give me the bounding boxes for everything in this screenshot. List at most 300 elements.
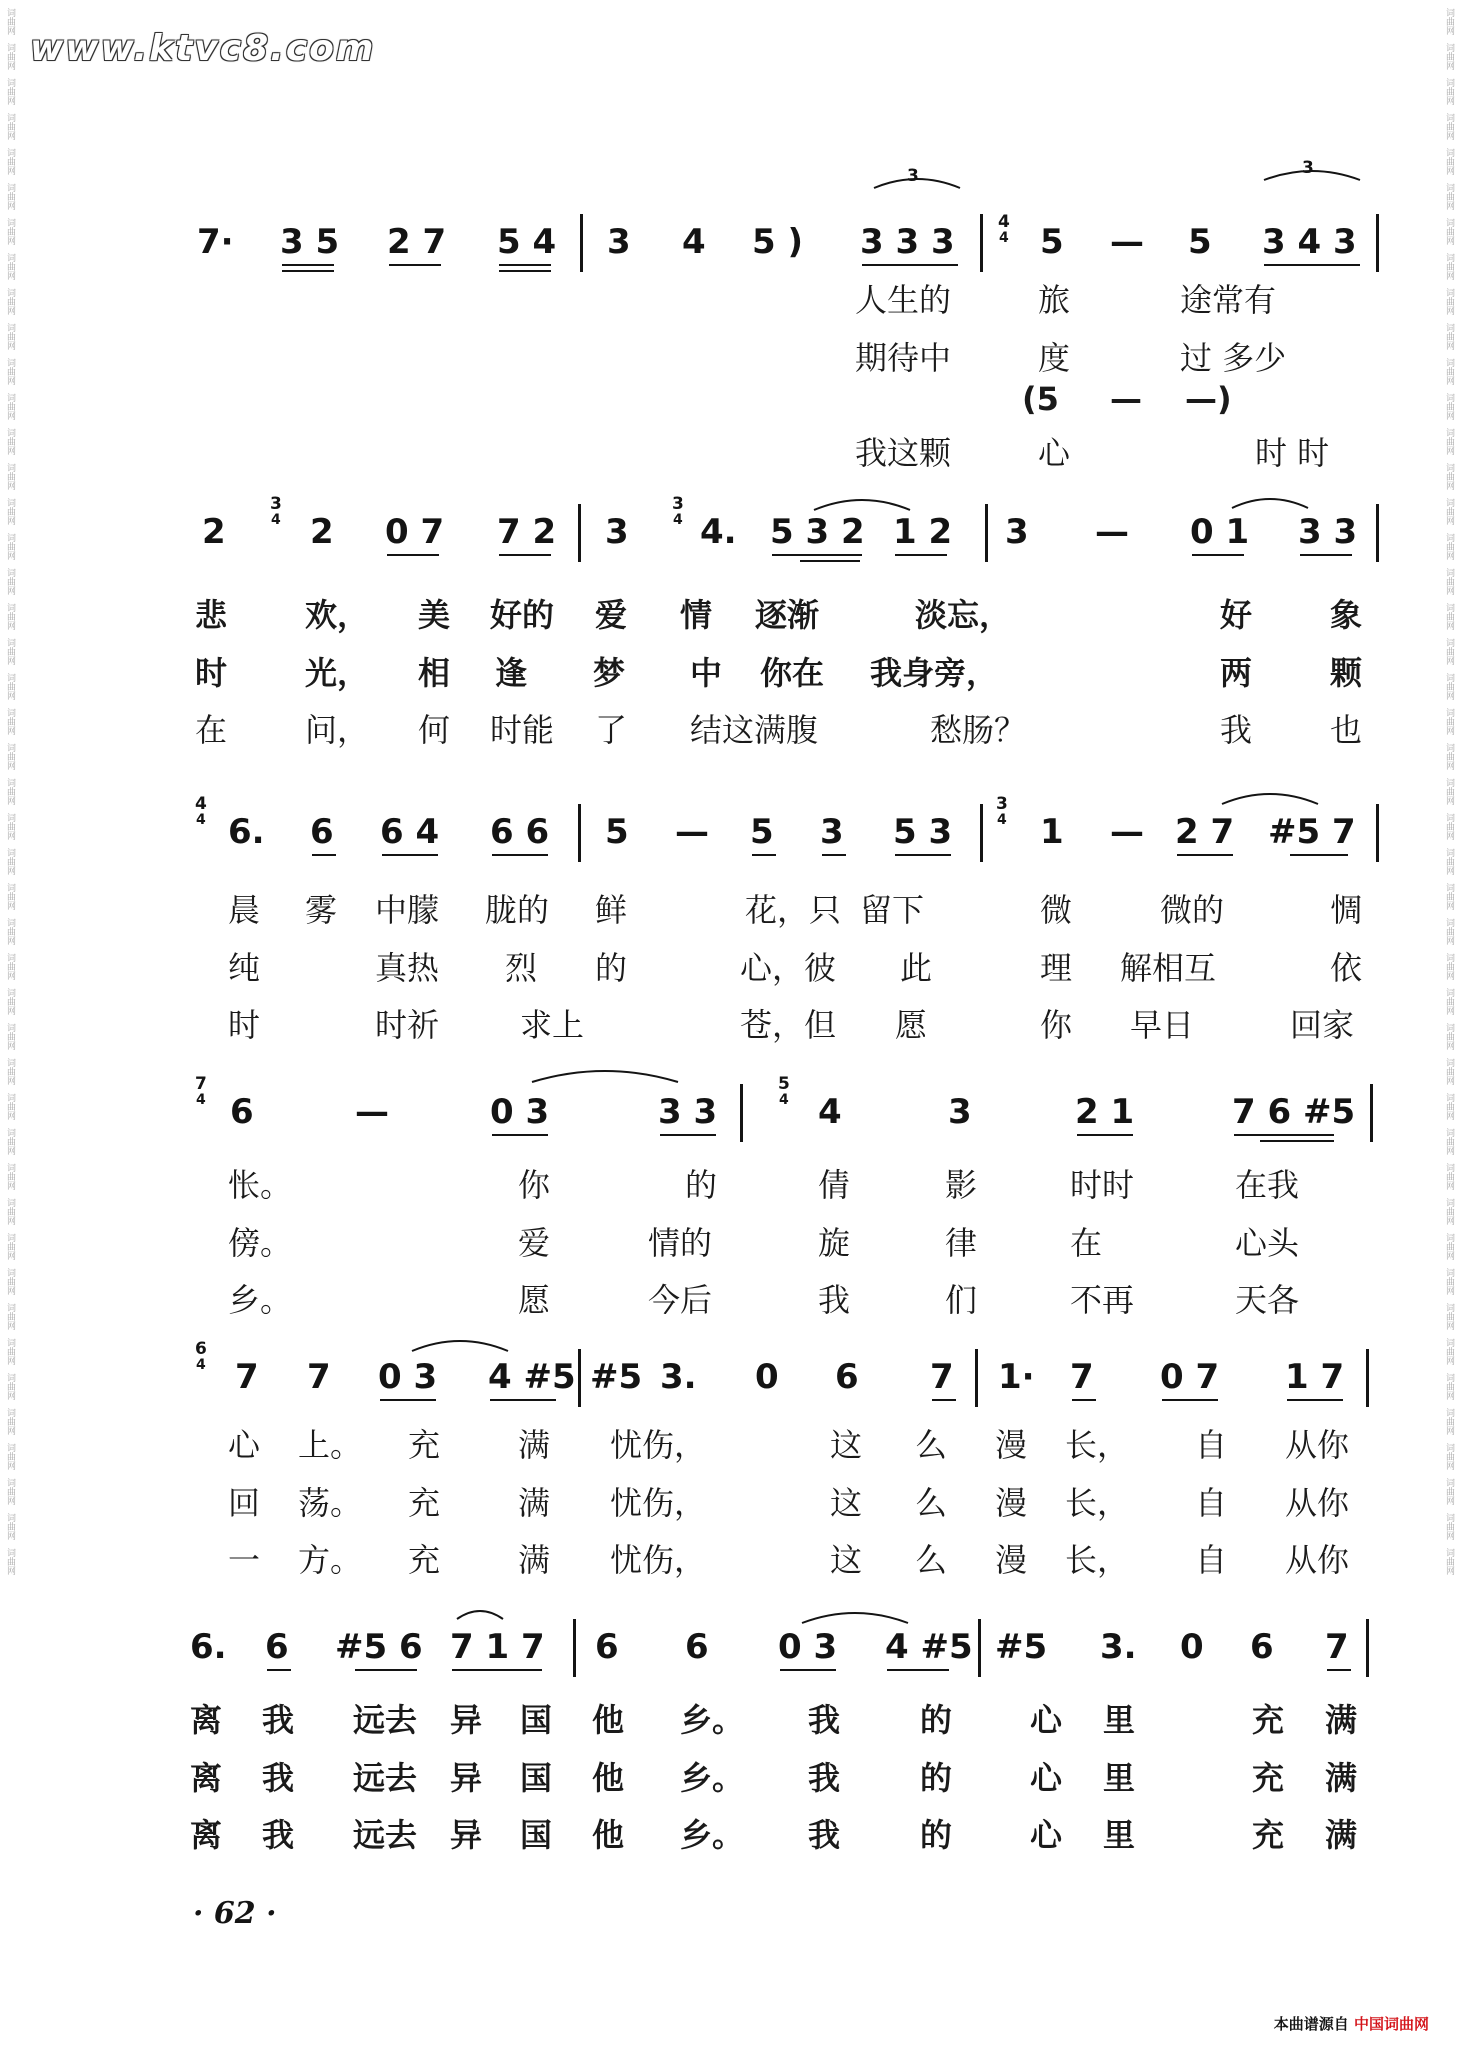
note: #5 xyxy=(995,1627,1048,1667)
lyric: 一 xyxy=(228,1541,261,1579)
beam xyxy=(389,264,441,266)
note: 7 xyxy=(307,1357,331,1397)
lyric: 从你 xyxy=(1285,1426,1350,1464)
note: 7 xyxy=(1070,1357,1094,1397)
lyric: 问， xyxy=(305,711,370,749)
note: 5 3 xyxy=(893,812,953,852)
lyric: 满 xyxy=(1325,1759,1358,1797)
lyric: 远去 xyxy=(353,1759,418,1797)
lyric: 我 xyxy=(808,1701,841,1739)
lyric: 的 xyxy=(685,1166,718,1204)
lyric: 真热 xyxy=(375,949,440,987)
note: 0 xyxy=(1180,1627,1204,1667)
note: 3 5 xyxy=(280,222,340,262)
beam xyxy=(267,1669,291,1671)
lyric: 倩 xyxy=(818,1166,851,1204)
note: 6 xyxy=(595,1627,619,1667)
note: #5 7 xyxy=(1268,812,1356,852)
lyric: 情的 xyxy=(648,1224,713,1262)
lyric: 途常有 xyxy=(1180,281,1277,319)
lyric: 颗 xyxy=(1330,654,1363,692)
beam xyxy=(282,264,334,266)
lyric: (5 xyxy=(1022,380,1059,418)
lyric: 求上 xyxy=(520,1006,585,1044)
beam xyxy=(499,270,551,272)
lyric: 方。 xyxy=(298,1541,363,1579)
lyric: 国 xyxy=(520,1701,553,1739)
lyric: 回家 xyxy=(1290,1006,1355,1044)
barline xyxy=(578,504,581,562)
lyric: 胧的 xyxy=(485,891,550,929)
note: #5 xyxy=(590,1357,643,1397)
lyric: 象 xyxy=(1330,596,1363,634)
note: 1 7 xyxy=(1285,1357,1345,1397)
lyric: 么 xyxy=(915,1541,948,1579)
note: 5 xyxy=(1040,222,1064,262)
note: 2 7 xyxy=(1175,812,1235,852)
lyric: 时能 xyxy=(490,711,555,749)
lyric: 国 xyxy=(520,1759,553,1797)
lyric: 忧伤， xyxy=(610,1484,707,1522)
lyric: 心头 xyxy=(1235,1224,1300,1262)
note: 6 6 xyxy=(490,812,550,852)
lyric: 长， xyxy=(1065,1484,1130,1522)
lyric: 离 xyxy=(190,1701,223,1739)
beam xyxy=(887,1669,949,1671)
beam xyxy=(1327,1669,1351,1671)
lyric: 异 xyxy=(450,1701,483,1739)
lyric: 么 xyxy=(915,1484,948,1522)
note: 4. xyxy=(700,512,737,552)
lyric: 花，只 xyxy=(745,891,842,929)
note: 2 xyxy=(202,512,226,552)
lyric: 愁肠？ xyxy=(930,711,1027,749)
lyric: 傍。 xyxy=(228,1224,293,1262)
beam xyxy=(932,1399,956,1401)
lyric: 充 xyxy=(1252,1701,1285,1739)
note: — xyxy=(675,812,709,852)
note: 6 xyxy=(265,1627,289,1667)
lyric: 早日 xyxy=(1130,1006,1195,1044)
beam xyxy=(862,264,958,266)
note: 7 xyxy=(235,1357,259,1397)
lyric: 自 xyxy=(1195,1484,1228,1522)
time-signature: 7 4 xyxy=(195,1074,207,1108)
lyric: 时时 xyxy=(1070,1166,1135,1204)
note: 6 xyxy=(835,1357,859,1397)
lyric: 过 多少 xyxy=(1180,339,1287,377)
note: 5 xyxy=(605,812,629,852)
lyric: 期待中 xyxy=(855,339,952,377)
lyric: 乡。 xyxy=(680,1816,745,1854)
lyric: 的 xyxy=(920,1759,953,1797)
note: 3 3 xyxy=(658,1092,718,1132)
barline xyxy=(573,1619,576,1677)
note: 0 xyxy=(755,1357,779,1397)
beam xyxy=(499,554,551,556)
note: 6. xyxy=(190,1627,227,1667)
note: 5 3 2 xyxy=(770,512,865,552)
lyric: 人生的 xyxy=(855,281,952,319)
beam xyxy=(1300,554,1352,556)
beam xyxy=(895,854,951,856)
lyric: 满 xyxy=(1325,1816,1358,1854)
time-signature: 3 4 xyxy=(996,794,1008,828)
beam xyxy=(382,854,438,856)
note: 0 3 xyxy=(490,1092,550,1132)
note: 3 3 xyxy=(1298,512,1358,552)
lyric: —) xyxy=(1185,380,1232,418)
lyric: 忧伤， xyxy=(610,1426,707,1464)
note: 3 3 3 xyxy=(860,222,955,262)
note: 1· xyxy=(998,1357,1035,1397)
lyric: 时 时 xyxy=(1255,434,1330,472)
note: 6 4 xyxy=(380,812,440,852)
lyric: 里 xyxy=(1103,1759,1136,1797)
beam xyxy=(800,560,860,562)
note: 1 xyxy=(1040,812,1064,852)
barline xyxy=(980,214,983,272)
beam xyxy=(492,854,548,856)
note: 0 7 xyxy=(385,512,445,552)
barline xyxy=(1376,214,1379,272)
source-credit xyxy=(1274,2013,1429,2034)
lyric: 时 xyxy=(195,654,228,692)
lyric: 长， xyxy=(1065,1426,1130,1464)
lyric: 满 xyxy=(518,1484,551,1522)
beam xyxy=(452,1669,542,1671)
lyric: 乡。 xyxy=(680,1759,745,1797)
lyric: 充 xyxy=(408,1484,441,1522)
note: 1 2 xyxy=(893,512,953,552)
lyric: 解相互 xyxy=(1120,949,1217,987)
lyric: 今后 xyxy=(648,1281,713,1319)
lyric: 异 xyxy=(450,1816,483,1854)
lyric: 此 xyxy=(900,949,933,987)
lyric: 这 xyxy=(830,1426,863,1464)
lyric: 烈 xyxy=(505,949,538,987)
note: 0 7 xyxy=(1160,1357,1220,1397)
right-margin-strip: 词曲网 词曲网 词曲网 词曲网 词曲网 词曲网 词曲网 词曲网 词曲网 词曲网 词曲网 词曲网 词曲网 词曲网 词曲网 词曲网 词曲网 词曲网 词曲网 词曲网 词曲网 词曲网 词曲网 词曲网 词曲网 词曲网 词曲网 词曲网 词曲网 词曲网 词曲网 词曲网 词曲网 词曲网 词曲网 词曲网 词曲网 词曲网 词曲网 词曲网 词曲网 词曲网 词曲网 词曲网 词曲网 xyxy=(1444,8,1454,1575)
note: 4 #5 xyxy=(488,1357,576,1397)
lyric: 他 xyxy=(592,1701,625,1739)
note: 4 xyxy=(682,222,706,262)
beam xyxy=(822,854,846,856)
beam xyxy=(1290,854,1348,856)
note: 3. xyxy=(660,1357,697,1397)
lyric: 心 xyxy=(1030,1759,1063,1797)
lyric: 漫 xyxy=(995,1484,1028,1522)
lyric: 光， xyxy=(305,654,370,692)
note: 7 6 #5 xyxy=(1232,1092,1356,1132)
page-number: · 62 · xyxy=(193,1896,277,1931)
note: — xyxy=(1110,222,1144,262)
lyric: 满 xyxy=(518,1541,551,1579)
beam xyxy=(772,554,862,556)
barline xyxy=(578,804,581,862)
lyric: 心 xyxy=(1030,1816,1063,1854)
lyric: 乡。 xyxy=(228,1281,293,1319)
lyric: 雾 xyxy=(305,891,338,929)
lyric: 爱 xyxy=(595,596,628,634)
lyric: 中 xyxy=(690,654,723,692)
note: 3 xyxy=(820,812,844,852)
lyric: — xyxy=(1110,380,1142,418)
lyric: 我 xyxy=(1220,711,1253,749)
lyric: 两 xyxy=(1220,654,1253,692)
lyric: 情 xyxy=(680,596,713,634)
barline xyxy=(975,1349,978,1407)
note: 5 4 xyxy=(497,222,557,262)
lyric: 逢 xyxy=(495,654,528,692)
lyric: 乡。 xyxy=(680,1701,745,1739)
lyric: 忧伤， xyxy=(610,1541,707,1579)
note: 7 1 7 xyxy=(450,1627,545,1667)
time-signature: 3 4 xyxy=(672,494,684,528)
tuplet-number: 3 xyxy=(907,166,919,186)
lyric: 微 xyxy=(1040,891,1073,929)
note: #5 6 xyxy=(335,1627,423,1667)
beam xyxy=(1260,1140,1334,1142)
lyric: 自 xyxy=(1195,1541,1228,1579)
note: 5 ) xyxy=(752,222,804,262)
lyric: 的 xyxy=(595,949,628,987)
lyric: 留下 xyxy=(860,891,925,929)
note: 7 xyxy=(930,1357,954,1397)
lyric: 离 xyxy=(190,1759,223,1797)
lyric: 漫 xyxy=(995,1426,1028,1464)
lyric: 惆 xyxy=(1330,891,1363,929)
lyric: 好的 xyxy=(490,596,555,634)
lyric: 充 xyxy=(1252,1759,1285,1797)
lyric: 美 xyxy=(418,596,451,634)
lyric: 天各 xyxy=(1235,1281,1300,1319)
barline xyxy=(1366,1619,1369,1677)
note: 6 xyxy=(230,1092,254,1132)
note: 7 xyxy=(1325,1627,1349,1667)
lyric: 微的 xyxy=(1160,891,1225,929)
note: 6. xyxy=(228,812,265,852)
lyric: 漫 xyxy=(995,1541,1028,1579)
note: — xyxy=(1110,812,1144,852)
lyric: 旋 xyxy=(818,1224,851,1262)
lyric: 长， xyxy=(1065,1541,1130,1579)
lyric: 充 xyxy=(1252,1816,1285,1854)
lyric: 从你 xyxy=(1285,1484,1350,1522)
note: 6 xyxy=(685,1627,709,1667)
note: — xyxy=(355,1092,389,1132)
barline xyxy=(1376,504,1379,562)
beam xyxy=(490,1399,556,1401)
lyric: 晨 xyxy=(228,891,261,929)
lyric: 们 xyxy=(945,1281,978,1319)
note: 6 xyxy=(310,812,334,852)
lyric: 依 xyxy=(1330,949,1363,987)
barline xyxy=(1370,1084,1373,1142)
lyric: 欢， xyxy=(305,596,370,634)
note: 3 xyxy=(605,512,629,552)
beam xyxy=(780,1669,836,1671)
lyric: 度 xyxy=(1038,339,1071,377)
lyric: 旅 xyxy=(1038,281,1071,319)
barline xyxy=(985,504,988,562)
left-margin-strip: 词曲网 词曲网 词曲网 词曲网 词曲网 词曲网 词曲网 词曲网 词曲网 词曲网 词曲网 词曲网 词曲网 词曲网 词曲网 词曲网 词曲网 词曲网 词曲网 词曲网 词曲网 词曲网 词曲网 词曲网 词曲网 词曲网 词曲网 词曲网 词曲网 词曲网 词曲网 词曲网 词曲网 词曲网 词曲网 词曲网 词曲网 词曲网 词曲网 词曲网 词曲网 词曲网 词曲网 词曲网 词曲网 xyxy=(5,8,15,1575)
lyric: 我身旁， xyxy=(870,654,999,692)
lyric: 我 xyxy=(808,1759,841,1797)
lyric: 国 xyxy=(520,1816,553,1854)
lyric: 满 xyxy=(1325,1701,1358,1739)
lyric: 回 xyxy=(228,1484,261,1522)
lyric: 充 xyxy=(408,1426,441,1464)
note: 3 xyxy=(607,222,631,262)
time-signature: 6 4 xyxy=(195,1339,207,1373)
lyric: 我 xyxy=(262,1701,295,1739)
lyric: 爱 xyxy=(518,1224,551,1262)
lyric: 的 xyxy=(920,1816,953,1854)
lyric: 我 xyxy=(262,1816,295,1854)
beam xyxy=(380,1399,436,1401)
note: 7· xyxy=(197,222,234,262)
beam xyxy=(355,1669,417,1671)
note: 3. xyxy=(1100,1627,1137,1667)
note: 2 xyxy=(310,512,334,552)
barline xyxy=(978,1619,981,1677)
beam xyxy=(1077,1134,1133,1136)
beam xyxy=(1287,1399,1343,1401)
barline xyxy=(1366,1349,1369,1407)
lyric: 好 xyxy=(1220,596,1253,634)
beam xyxy=(1234,1134,1334,1136)
beam xyxy=(387,554,439,556)
barline xyxy=(1376,804,1379,862)
lyric: 离 xyxy=(190,1816,223,1854)
lyric: 里 xyxy=(1103,1701,1136,1739)
beam xyxy=(752,854,776,856)
beam xyxy=(499,264,551,266)
lyric: 愿 xyxy=(895,1006,928,1044)
lyric: 纯 xyxy=(228,949,261,987)
barline xyxy=(740,1084,743,1142)
lyric: 鲜 xyxy=(595,891,628,929)
lyric: 结这满腹 xyxy=(690,711,819,749)
note: 3 xyxy=(948,1092,972,1132)
note: 0 3 xyxy=(778,1627,838,1667)
time-signature: 4 4 xyxy=(195,794,207,828)
lyric: 淡忘， xyxy=(915,596,1012,634)
lyric: 我 xyxy=(818,1281,851,1319)
lyric: 也 xyxy=(1330,711,1363,749)
note: 0 1 xyxy=(1190,512,1250,552)
lyric: 理 xyxy=(1040,949,1073,987)
note: 2 7 xyxy=(387,222,447,262)
lyric: 异 xyxy=(450,1759,483,1797)
lyric: 里 xyxy=(1103,1816,1136,1854)
lyric: 苍，但 xyxy=(740,1006,837,1044)
note: 2 1 xyxy=(1075,1092,1135,1132)
tuplet-number: 3 xyxy=(1302,158,1314,178)
lyric: 荡。 xyxy=(298,1484,363,1522)
lyric: 时 xyxy=(228,1006,261,1044)
note: 5 xyxy=(1188,222,1212,262)
lyric: 了 xyxy=(595,711,628,749)
beam xyxy=(492,1134,548,1136)
note: 5 xyxy=(750,812,774,852)
lyric: 满 xyxy=(518,1426,551,1464)
time-signature: 5 4 xyxy=(778,1074,790,1108)
lyric: 上。 xyxy=(298,1426,363,1464)
barline xyxy=(578,1349,581,1407)
beam xyxy=(1177,854,1233,856)
note: 6 xyxy=(1250,1627,1274,1667)
note: 4 xyxy=(818,1092,842,1132)
lyric: 这 xyxy=(830,1541,863,1579)
lyric: 这 xyxy=(830,1484,863,1522)
note: 0 3 xyxy=(378,1357,438,1397)
lyric: 梦 xyxy=(593,654,626,692)
lyric: 不再 xyxy=(1070,1281,1135,1319)
lyric: 在 xyxy=(195,711,228,749)
barline xyxy=(580,214,583,272)
lyric: 我 xyxy=(262,1759,295,1797)
lyric: 他 xyxy=(592,1759,625,1797)
note: — xyxy=(1095,512,1129,552)
beam xyxy=(1162,1399,1218,1401)
beam xyxy=(660,1134,716,1136)
lyric: 律 xyxy=(945,1224,978,1262)
lyric: 我这颗 xyxy=(855,434,952,472)
barline xyxy=(980,804,983,862)
lyric: 中朦 xyxy=(375,891,440,929)
lyric: 悲 xyxy=(195,596,228,634)
source-site-link[interactable]: 中国词曲网 xyxy=(1353,2015,1429,2033)
lyric: 他 xyxy=(592,1816,625,1854)
time-signature: 3 4 xyxy=(270,494,282,528)
lyric: 你 xyxy=(518,1166,551,1204)
lyric: 充 xyxy=(408,1541,441,1579)
lyric: 时祈 xyxy=(375,1006,440,1044)
lyric: 从你 xyxy=(1285,1541,1350,1579)
lyric: 影 xyxy=(945,1166,978,1204)
lyric: 逐渐 xyxy=(755,596,820,634)
lyric: 心 xyxy=(1038,434,1071,472)
beam xyxy=(1264,264,1360,266)
lyric: 的 xyxy=(920,1701,953,1739)
beam xyxy=(312,854,336,856)
note: 3 xyxy=(1005,512,1029,552)
lyric: 远去 xyxy=(353,1816,418,1854)
lyric: 怅。 xyxy=(228,1166,293,1204)
source-label: 本曲谱源自 xyxy=(1273,2015,1349,2033)
lyric: 心，彼 xyxy=(740,949,837,987)
lyric: 心 xyxy=(228,1426,261,1464)
watermark: www.ktvc8.com xyxy=(30,28,376,69)
lyric: 远去 xyxy=(353,1701,418,1739)
beam xyxy=(282,270,334,272)
lyric: 我 xyxy=(808,1816,841,1854)
lyric: 愿 xyxy=(518,1281,551,1319)
lyric: 相 xyxy=(418,654,451,692)
lyric: 何 xyxy=(418,711,451,749)
lyric: 你在 xyxy=(760,654,825,692)
time-signature: 4 4 xyxy=(998,212,1010,246)
beam xyxy=(1072,1399,1096,1401)
lyric: 自 xyxy=(1195,1426,1228,1464)
note: 4 #5 xyxy=(885,1627,973,1667)
note: 3 4 3 xyxy=(1262,222,1357,262)
lyric: 你 xyxy=(1040,1006,1073,1044)
lyric: 在 xyxy=(1070,1224,1103,1262)
lyric: 么 xyxy=(915,1426,948,1464)
